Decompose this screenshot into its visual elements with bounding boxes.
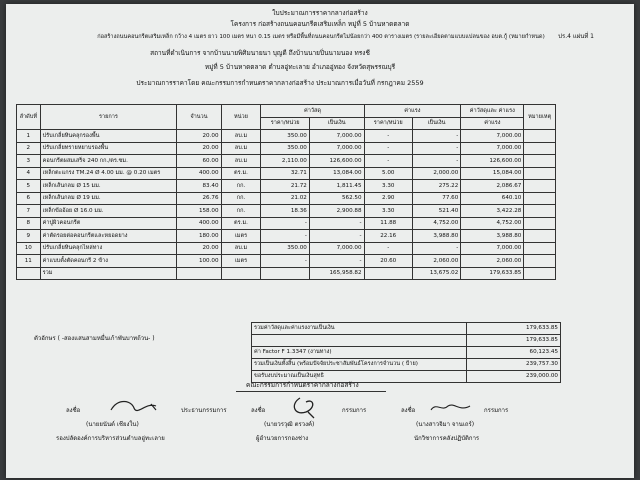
row-material-amount: - — [309, 217, 364, 230]
col-total: ค่าวัสดุและ ค่าแรง — [461, 105, 524, 118]
row-remark — [524, 217, 556, 230]
location: สถานที่ดำเนินการ จากบ้านนายพิศิมนายนา บุญดี ถึงบ้านนายปิ่นนามนอง ทรงชี — [150, 49, 370, 57]
sign-label-2: ลงชื่อ — [251, 407, 266, 414]
committee-title: คณะกรรมการกำหนดราคากลางก่อสร้าง — [246, 381, 359, 389]
row-qty: 20.00 — [177, 142, 221, 155]
row-total: 15,084.00 — [461, 167, 524, 180]
row-material-price: - — [261, 255, 309, 268]
row-item: เหล็กเส้นกลม Ø 15 มม. — [40, 180, 177, 193]
row-unit: ลบ.ม — [221, 155, 261, 168]
row-material-amount: - — [309, 230, 364, 243]
row-qty: 20.00 — [177, 242, 221, 255]
row-no: 9 — [17, 230, 41, 243]
summary-r4-value: 239,757.30 — [467, 359, 561, 371]
member-role-1: กรรมการ — [342, 407, 367, 414]
col-item: รายการ — [40, 105, 177, 130]
row-material-amount: 7,000.00 — [309, 130, 364, 143]
row-material-price: 18.36 — [261, 205, 309, 218]
row-remark — [524, 142, 556, 155]
summary-table — [251, 322, 561, 383]
row-item: เหล็กตะแกรง TM.24 Ø 4.00 มม. @ 0.20 เมตร — [40, 167, 177, 180]
row-material-price: - — [261, 230, 309, 243]
row-unit: ลบ.ม — [221, 142, 261, 155]
member-role-2: กรรมการ — [484, 407, 509, 414]
table-row — [17, 255, 556, 268]
row-material-amount: 126,600.00 — [309, 155, 364, 168]
row-unit: กก. — [221, 192, 261, 205]
p1-name: (นายยนันต์ เชียงใน) — [86, 421, 139, 428]
row-labor-price: - — [364, 142, 412, 155]
row-item: เหล็กข้ออ้อย Ø 16.0 มม. — [40, 205, 177, 218]
row-qty: 83.40 — [177, 180, 221, 193]
row-unit: เมตร — [221, 230, 261, 243]
row-item: คอนกรีตผสมเสร็จ 240 กก./ตร.ซม. — [40, 155, 177, 168]
row-total: 7,000.00 — [461, 142, 524, 155]
row-total: 2,060.00 — [461, 255, 524, 268]
row-labor-price: 3.30 — [364, 205, 412, 218]
row-qty: 26.76 — [177, 192, 221, 205]
summary-r3-label: ค่า Factor F 1.3347 (งานทาง) — [252, 347, 467, 359]
row-material-price: 350.00 — [261, 242, 309, 255]
row-qty: 20.00 — [177, 130, 221, 143]
col-material-amount: เป็นเงิน — [309, 117, 364, 130]
project-name: โครงการ ก่อสร้างถนนคอนกรีตเสริมเหล็ก หมู่ที่ 5 บ้านหาดตลาด — [230, 20, 410, 28]
row-unit: กก. — [221, 205, 261, 218]
row-qty: 400.00 — [177, 217, 221, 230]
summary-r1-label: รวมค่าวัสดุและค่าแรงงานเป็นเงิน — [252, 323, 467, 335]
row-no: 1 — [17, 130, 41, 143]
row-total: 7,000.00 — [461, 130, 524, 143]
summary-r5-label: ขอรับงบประมาณเป็นเงินสุทธิ — [252, 371, 467, 383]
row-total: 3,422.28 — [461, 205, 524, 218]
row-labor-price: 11.88 — [364, 217, 412, 230]
table-row — [17, 242, 556, 255]
row-total: 126,600.00 — [461, 155, 524, 168]
row-labor-price: - — [364, 130, 412, 143]
row-labor-amount: 2,060.00 — [412, 255, 460, 268]
p3-name: (นางสาวจิมา จานเถร์) — [416, 421, 475, 428]
row-item: ปรับเกลี่ยหินคลุกรองพื้น — [40, 130, 177, 143]
row-material-amount: 1,811.45 — [309, 180, 364, 193]
row-remark — [524, 155, 556, 168]
p3-position: นักวิชาการคลังปฏิบัติการ — [414, 435, 480, 442]
row-remark — [524, 130, 556, 143]
signature-3 — [426, 400, 476, 416]
row-remark — [524, 167, 556, 180]
col-labor: ค่าแรง — [364, 105, 461, 118]
row-remark — [524, 192, 556, 205]
row-material-price: 32.71 — [261, 167, 309, 180]
row-unit: ตร.ม. — [221, 217, 261, 230]
row-no: 3 — [17, 155, 41, 168]
sign-label-1: ลงชื่อ — [66, 407, 81, 414]
p2-position: ผู้อำนวยการกองช่าง — [256, 435, 309, 442]
row-labor-amount: - — [412, 130, 460, 143]
summary-r1-value: 179,633.85 — [467, 323, 561, 335]
row-material-amount: 7,000.00 — [309, 142, 364, 155]
row-total: 4,752.00 — [461, 217, 524, 230]
row-unit: กก. — [221, 180, 261, 193]
row-item: ค่าแบบตั้งตัดคอนกรี 2 ข้าง — [40, 255, 177, 268]
row-remark — [524, 242, 556, 255]
signature-1 — [106, 396, 176, 418]
row-material-price: 350.00 — [261, 130, 309, 143]
sum-material: 165,958.82 — [309, 267, 364, 280]
chair-role: ประธานกรรมการ — [181, 407, 227, 414]
row-no: 4 — [17, 167, 41, 180]
row-item: ค่าปูผิวคอนกรีต — [40, 217, 177, 230]
project-detail: ก่อสร้างถนนคอนกรีตเสริมเหล็ก กว้าง 4 เมตร ยาว 100 เมตร หนา 0.15 เมตร หรือมีพื้นที่ถนนคอนกรีตไม่น้อยกว่า 400 ตารางเมตร (รายละเอียดตามแบบแปลนของ อบต.กู้ (หมายกำหนด) — [97, 34, 545, 40]
row-labor-amount: - — [412, 142, 460, 155]
summary-r5-value: 239,000.00 — [467, 371, 561, 383]
row-material-amount: - — [309, 255, 364, 268]
bill-of-quantities-table — [16, 104, 556, 280]
row-no: 6 — [17, 192, 41, 205]
amount-in-words: ตัวอักษร ( -สองแสนสามหมื่นเก้าพันบาทถ้วน- ) — [34, 335, 155, 342]
row-material-amount: 7,000.00 — [309, 242, 364, 255]
row-qty: 400.00 — [177, 167, 221, 180]
row-no: 7 — [17, 205, 41, 218]
row-labor-amount: 3,988.80 — [412, 230, 460, 243]
summary-r2-value: 179,633.85 — [467, 335, 561, 347]
row-labor-amount: 77.60 — [412, 192, 460, 205]
col-unit: หน่วย — [221, 105, 261, 130]
row-material-amount: 2,900.88 — [309, 205, 364, 218]
col-labor-amount: เป็นเงิน — [412, 117, 460, 130]
p1-position: รองปลัดองค์การบริหารส่วนตำบลอู่ทะเลาย — [56, 435, 165, 442]
row-material-price: 350.00 — [261, 142, 309, 155]
row-remark — [524, 230, 556, 243]
col-material: ค่าวัสดุ — [261, 105, 364, 118]
row-total: 7,000.00 — [461, 242, 524, 255]
divider — [236, 391, 386, 392]
row-labor-amount: - — [412, 242, 460, 255]
row-total: 3,988.80 — [461, 230, 524, 243]
table-row — [17, 142, 556, 155]
sum-label: รวม — [40, 267, 177, 280]
row-item: เหล็กเส้นกลม Ø 19 มม. — [40, 192, 177, 205]
table-row — [17, 217, 556, 230]
signature-2 — [286, 394, 336, 420]
row-labor-price: 2.90 — [364, 192, 412, 205]
row-remark — [524, 255, 556, 268]
row-item: ปรับเกลี่ยทรายหยาบรองพื้น — [40, 142, 177, 155]
row-labor-amount: 521.40 — [412, 205, 460, 218]
summary-r2-label — [252, 335, 467, 347]
col-total-sub: ค่าแรง — [461, 117, 524, 130]
table-row — [17, 130, 556, 143]
row-material-price: - — [261, 217, 309, 230]
row-labor-amount: - — [412, 155, 460, 168]
row-unit: ลบ.ม — [221, 242, 261, 255]
row-no: 2 — [17, 142, 41, 155]
row-labor-price: 20.60 — [364, 255, 412, 268]
row-no: 11 — [17, 255, 41, 268]
row-labor-price: 22.16 — [364, 230, 412, 243]
table-row — [17, 167, 556, 180]
table-row — [17, 205, 556, 218]
row-qty: 158.00 — [177, 205, 221, 218]
col-qty: จำนวน — [177, 105, 221, 130]
row-labor-amount: 4,752.00 — [412, 217, 460, 230]
table-row — [17, 192, 556, 205]
location-detail: หมู่ที่ 5 บ้านหาดตลาด ตำบลอู่ทะเลาย อำเภออู่ทอง จังหวัดสุพรรณบุรี — [204, 63, 396, 71]
table-row — [17, 155, 556, 168]
row-labor-price: 5.00 — [364, 167, 412, 180]
estimator-line: ประมาณการราคาโดย คณะกรรมการกำหนดราคากลางก่อสร้าง ประมาณการเมื่อวันที่ กรกฎาคม 2559 — [136, 79, 424, 87]
row-labor-amount: 2,000.00 — [412, 167, 460, 180]
row-qty: 60.00 — [177, 155, 221, 168]
row-qty: 100.00 — [177, 255, 221, 268]
sum-total: 179,633.85 — [461, 267, 524, 280]
row-item: ค่าตัดรอยต่อคอนกรีตและหยอดยาง — [40, 230, 177, 243]
col-labor-unit-price: ราคา/หน่วย — [364, 117, 412, 130]
sum-labor: 13,675.02 — [412, 267, 460, 280]
row-material-price: 2,110.00 — [261, 155, 309, 168]
col-material-unit-price: ราคา/หน่วย — [261, 117, 309, 130]
row-qty: 180.00 — [177, 230, 221, 243]
row-labor-amount: 275.22 — [412, 180, 460, 193]
row-unit: ตร.ม. — [221, 167, 261, 180]
document-page — [6, 4, 634, 478]
row-total: 2,086.67 — [461, 180, 524, 193]
page-number: ปร.4 แผ่นที่ 1 — [558, 33, 594, 40]
row-no: 10 — [17, 242, 41, 255]
row-material-price: 21.02 — [261, 192, 309, 205]
row-unit: ลบ.ม — [221, 130, 261, 143]
col-remark: หมายเหตุ — [524, 105, 556, 130]
row-item: ปรับเกลี่ยหินคลุกไหล่ทาง — [40, 242, 177, 255]
row-material-price: 21.72 — [261, 180, 309, 193]
row-material-amount: 13,084.00 — [309, 167, 364, 180]
row-remark — [524, 205, 556, 218]
row-labor-price: - — [364, 242, 412, 255]
row-unit: เมตร — [221, 255, 261, 268]
p2-name: (นายวรวุฒิ ตรวงค์) — [264, 421, 315, 428]
row-no: 8 — [17, 217, 41, 230]
table-row — [17, 230, 556, 243]
row-material-amount: 562.50 — [309, 192, 364, 205]
summary-r3-value: 60,123.45 — [467, 347, 561, 359]
row-no: 5 — [17, 180, 41, 193]
col-no: ลำดับที่ — [17, 105, 41, 130]
row-labor-price: 3.30 — [364, 180, 412, 193]
table-row — [17, 180, 556, 193]
row-total: 640.10 — [461, 192, 524, 205]
row-labor-price: - — [364, 155, 412, 168]
summary-r4-label: รวมเป็นเงินทั้งสิ้น (พร้อมปัจจัยประชาสัมพันธ์โครงการจำนวน ( ป้าย) — [252, 359, 467, 371]
row-remark — [524, 180, 556, 193]
sign-label-3: ลงชื่อ — [401, 407, 416, 414]
doc-title: ใบประมาณการราคากลางก่อสร้าง — [272, 9, 368, 17]
